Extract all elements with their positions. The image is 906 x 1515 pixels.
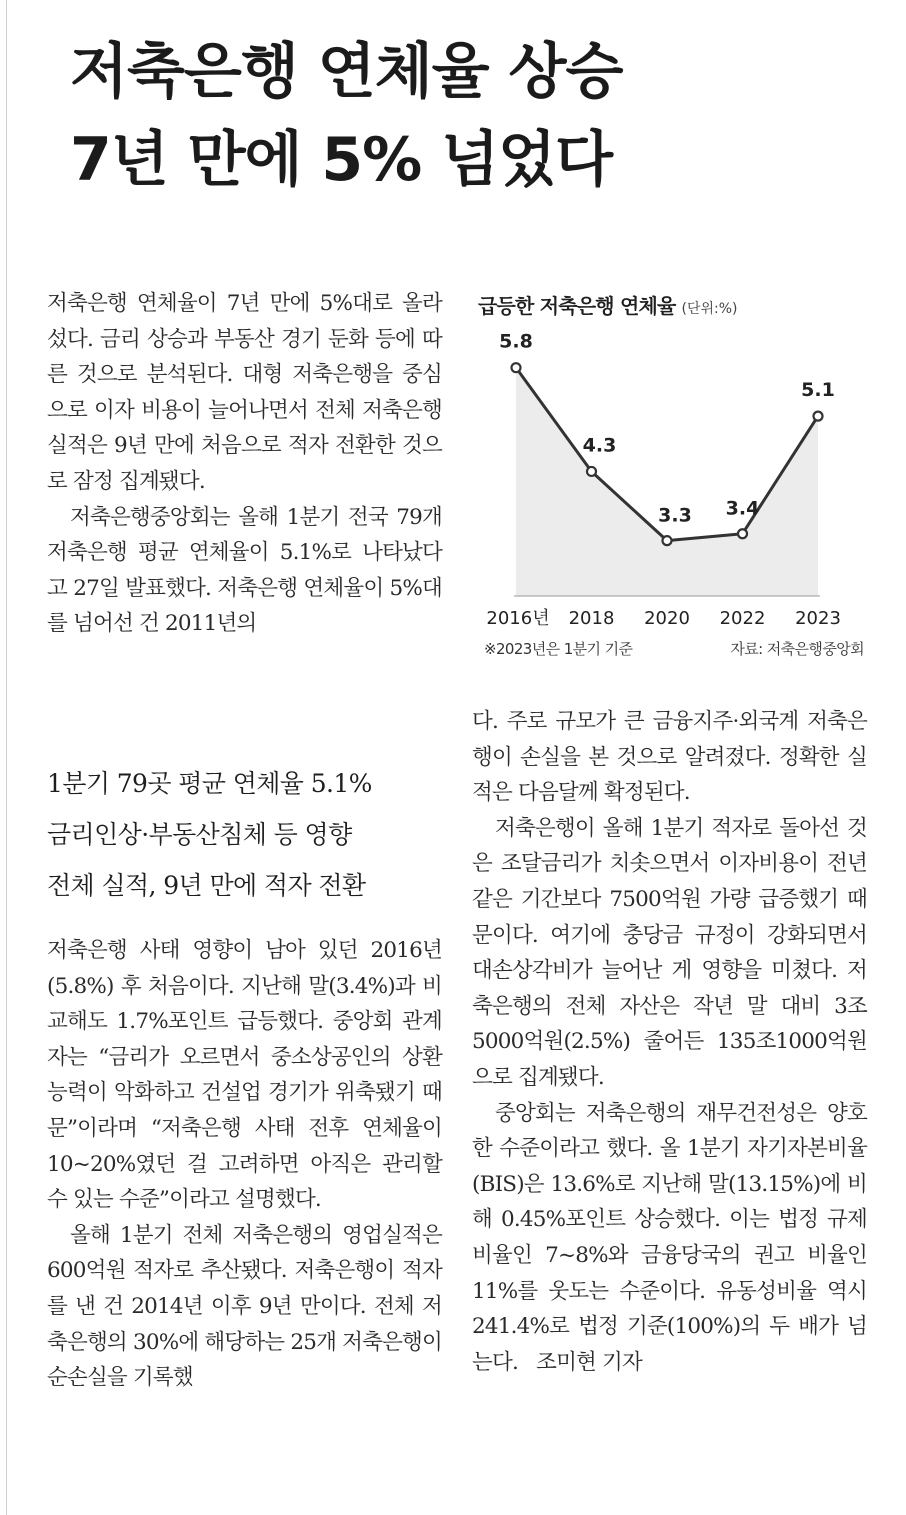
chart-title — [478, 290, 738, 319]
paragraph-3-start: 올해 1분기 전체 저축은행의 영업실적은 600억원 적자로 추산됐다. 저축은행이 적자를 낸 건 2014년 이후 9년 만이다. 전체 저축은행의 30%에 해당하는 25개 저축은행이 순손실을 기록했 — [47, 1222, 442, 1391]
chart-footnote: ※2023년은 1분기 기준 — [484, 640, 633, 658]
article-column-2 — [472, 704, 867, 1380]
subheadline-line-2: 금리인상·부동산침체 등 영향 — [47, 820, 352, 849]
chart-source: 자료: 저축은행중앙회 — [730, 640, 864, 658]
area-fill — [516, 368, 818, 596]
chart-title-text: 급등한 저축은행 연체율 — [478, 294, 676, 318]
x-tick-label: 2020 — [644, 608, 690, 629]
paragraph-5-text: 중앙회는 저축은행의 재무건전성은 양호한 수준이라고 했다. 올 1분기 자기자본비율(BIS)은 13.6%로 지난해 말(13.15%)에 비해 0.45%포인트 상승했다. 이는 법정 규제 비율인 7~8%와 금융당국의 권고 비율인 11%를 웃도는 수준이다. 유동성비율 역시 241.4%로 법정 기준(100%)의 두 배가 넘는다. — [472, 1100, 867, 1375]
headline-line-2: 7년 만에 5% 넘었다 — [70, 125, 613, 195]
headline — [70, 28, 890, 204]
byline: 조미현 기자 — [536, 1349, 642, 1375]
x-tick-label: 2023 — [795, 608, 841, 629]
article-column-1-bottom — [47, 933, 442, 1396]
chart-unit: (단위:%) — [681, 301, 738, 317]
subheadline-line-1: 1분기 79곳 평균 연체율 5.1% — [47, 769, 372, 798]
data-point — [587, 467, 596, 476]
data-label: 3.4 — [725, 497, 760, 520]
paragraph-5 — [472, 1096, 867, 1381]
paragraph-4: 저축은행이 올해 1분기 적자로 돌아선 것은 조달금리가 치솟으면서 이자비용이 전년 같은 기간보다 7500억원 가량 급증했기 때문이다. 여기에 충당금 규정이 강화되면서 대손상각비가 늘어난 게 영향을 미쳤다. 저축은행의 전체 자산은 작년 말 대비 3조5000억원(2.5%) 줄어든 135조1000억원으로 집계됐다. — [472, 815, 867, 1090]
subheadline-line-3: 전체 실적, 9년 만에 적자 전환 — [47, 871, 366, 900]
x-tick-label: 2018 — [568, 608, 615, 629]
data-point — [663, 536, 672, 545]
data-label: 5.1 — [801, 379, 835, 402]
x-tick-label: 2022 — [719, 608, 766, 629]
headline-line-1: 저축은행 연체율 상승 — [70, 37, 623, 107]
line-chart — [470, 320, 870, 636]
data-point — [512, 363, 521, 372]
paragraph-2-start: 저축은행중앙회는 올해 1분기 전국 79개 저축은행 평균 연체율이 5.1%로 나타났다고 27일 발표했다. 저축은행 연체율이 5%대를 넘어선 건 2011년의 — [47, 504, 442, 637]
paragraph-3-continued: 다. 주로 규모가 큰 금융지주·외국계 저축은행이 손실을 본 것으로 알려졌다. 정확한 실적은 다음달께 확정된다. — [472, 709, 867, 806]
article-column-1-top — [47, 286, 442, 642]
data-label: 5.8 — [499, 330, 533, 353]
data-point — [814, 412, 823, 421]
data-point — [738, 529, 747, 538]
subheadline — [47, 758, 447, 911]
page-edge-rule — [6, 0, 7, 1515]
paragraph-2-continued: 저축은행 사태 영향이 남아 있던 2016년(5.8%) 후 처음이다. 지난해 말(3.4%)과 비교해도 1.7%포인트 급등했다. 중앙회 관계자는 “금리가 오르면서 중소상공인의 상환 능력이 악화하고 건설업 경기가 위축됐기 때문”이라며 “저축은행 사태 전후 연체율이 10~20%였던 걸 고려하면 아직은 관리할 수 있는 수준”이라고 설명했다. — [47, 938, 442, 1213]
x-tick-label: 2016년 — [486, 608, 550, 629]
paragraph-1: 저축은행 연체율이 7년 만에 5%대로 올라섰다. 금리 상승과 부동산 경기 둔화 등에 따른 것으로 분석된다. 대형 저축은행을 중심으로 이자 비용이 늘어나면서 전체 저축은행 실적은 9년 만에 처음으로 적자 전환한 것으로 잠정 집계됐다. — [47, 291, 442, 494]
data-label: 4.3 — [582, 434, 617, 457]
data-label: 3.3 — [658, 504, 692, 527]
